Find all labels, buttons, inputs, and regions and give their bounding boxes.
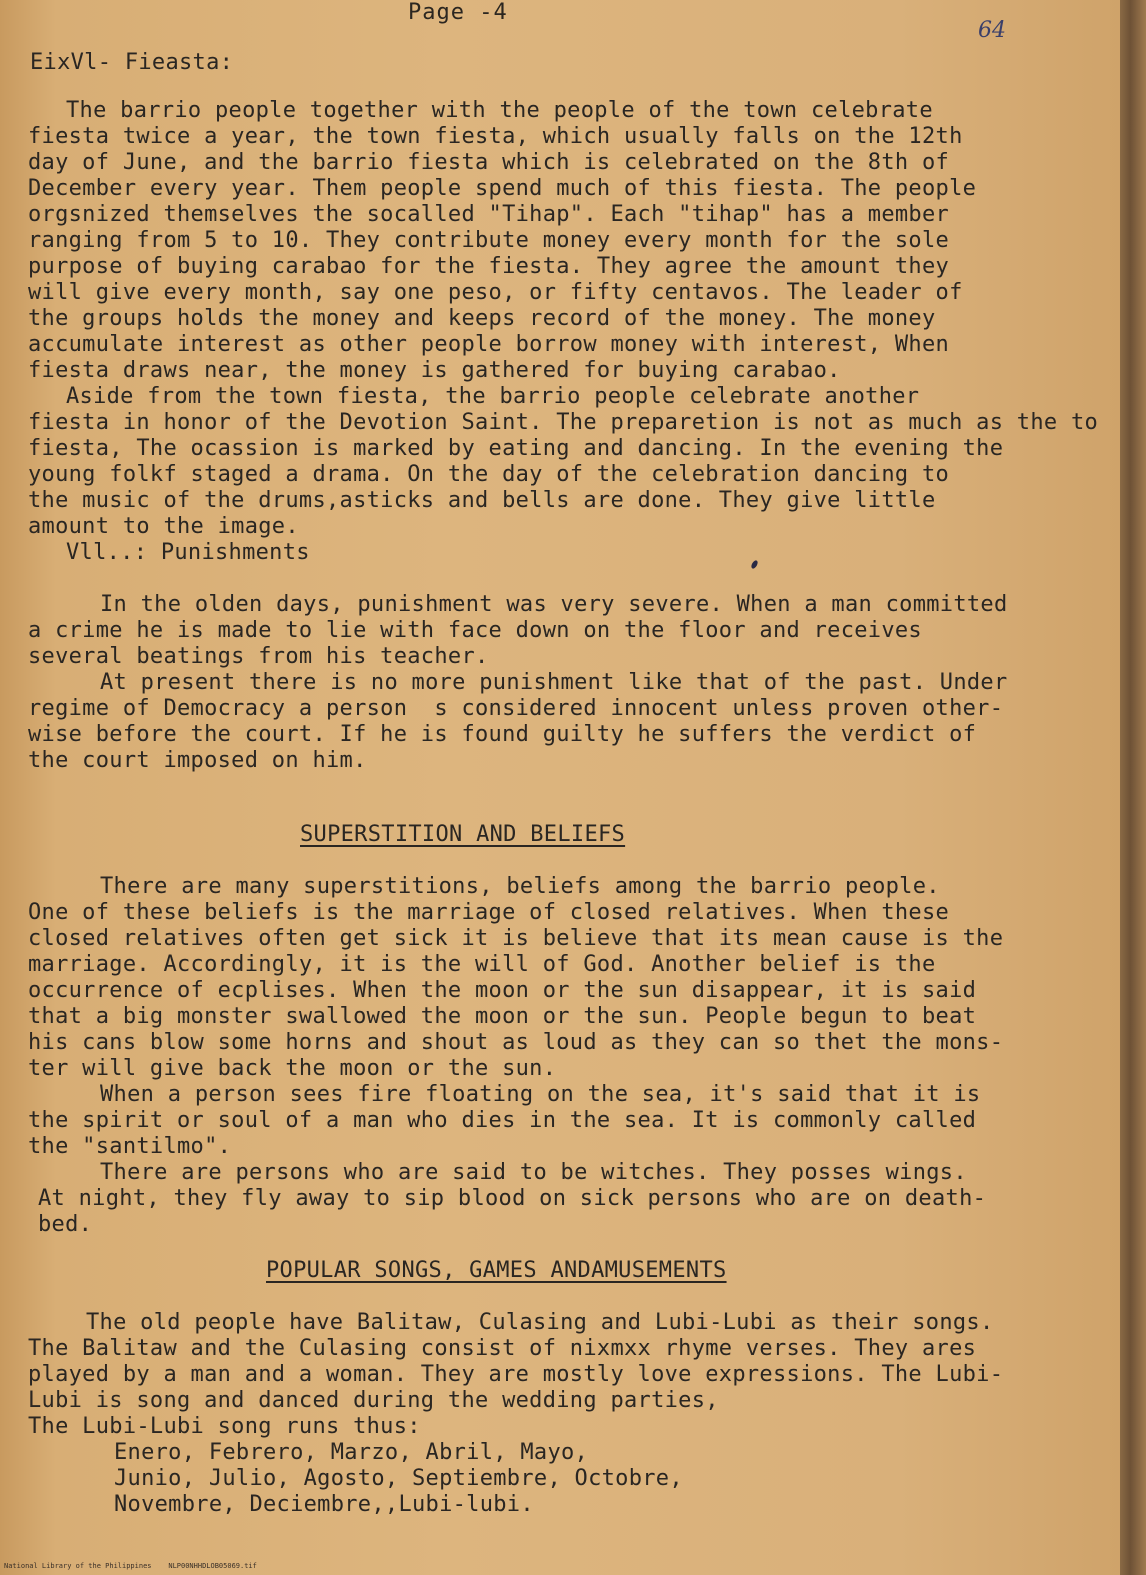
text-line: The Lubi-Lubi song runs thus: xyxy=(28,1414,421,1439)
text-line: fiesta, The ocassion is marked by eating and dancing. In the evening the xyxy=(28,436,1004,461)
text-line: a crime he is made to lie with face down on the floor and receives xyxy=(28,618,922,643)
section-heading-punishments: Vll..: Punishments xyxy=(66,540,310,565)
text-line: orgsnized themselves the socalled "Tihap". Each "tihap" has a member xyxy=(28,202,950,227)
text-line: that a big monster swallowed the moon or the sun. People begun to beat xyxy=(28,1004,977,1029)
text-line: wise before the court. If he is found guilty he suffers the verdict of xyxy=(28,722,977,747)
text-line: day of June, and the barrio fiesta which is celebrated on the 8th of xyxy=(28,150,950,175)
text-line: fiesta draws near, the money is gathered for buying carabao. xyxy=(28,358,841,383)
song-verse-line: Junio, Julio, Agosto, Septiembre, Octobre, xyxy=(114,1466,683,1491)
text-line: the court imposed on him. xyxy=(28,748,367,773)
ink-mark xyxy=(750,559,759,569)
section-heading-popular-songs: POPULAR SONGS, GAMES ANDAMUSEMENTS xyxy=(266,1258,727,1283)
text-line: the "santilmo". xyxy=(28,1134,232,1159)
section-heading-superstition: SUPERSTITION AND BELIEFS xyxy=(300,822,626,847)
text-line: the spirit or soul of a man who dies in the sea. It is commonly called xyxy=(28,1108,977,1133)
text-line: There are persons who are said to be witches. They posses wings. xyxy=(100,1160,967,1185)
text-line: ranging from 5 to 10. They contribute money every month for the sole xyxy=(28,228,950,253)
text-line: The Balitaw and the Culasing consist of nixmxx rhyme verses. They ares xyxy=(28,1336,977,1361)
song-verse-line: Enero, Febrero, Marzo, Abril, Mayo, xyxy=(114,1440,589,1465)
text-line: the music of the drums,asticks and bells are done. They give little xyxy=(28,488,936,513)
text-line: At night, they fly away to sip blood on sick persons who are on death- xyxy=(38,1186,987,1211)
text-line: fiesta twice a year, the town fiesta, which usually falls on the 12th xyxy=(28,124,963,149)
text-line: One of these beliefs is the marriage of closed relatives. When these xyxy=(28,900,950,925)
text-line: fiesta in honor of the Devotion Saint. The preparetion is not as much as the to xyxy=(28,410,1099,435)
book-binding-edge xyxy=(1120,0,1146,1575)
handwritten-page-number: 64 xyxy=(978,18,1006,43)
text-line: The barrio people together with the people of the town celebrate xyxy=(66,98,933,123)
text-line: young folkf staged a drama. On the day of the celebration dancing to xyxy=(28,462,950,487)
text-line: December every year. Them people spend much of this fiesta. The people xyxy=(28,176,977,201)
scan-footer: National Library of the Philippines NLP00NHHDLOB05069.tif xyxy=(4,1562,257,1570)
text-line: ter will give back the moon or the sun. xyxy=(28,1056,557,1081)
text-line: several beatings from his teacher. xyxy=(28,644,489,669)
text-line: Aside from the town fiesta, the barrio people celebrate another xyxy=(66,384,920,409)
text-line: occurrence of ecplises. When the moon or the sun disappear, it is said xyxy=(28,978,977,1003)
text-line: will give every month, say one peso, or fifty centavos. The leader of xyxy=(28,280,963,305)
text-line: accumulate interest as other people borrow money with interest, When xyxy=(28,332,950,357)
page-label: Page -4 xyxy=(408,0,508,25)
text-line: In the olden days, punishment was very severe. When a man committed xyxy=(100,592,1008,617)
section-heading-fiesta: EixVl- Fieasta: xyxy=(30,50,234,75)
text-line: Lubi is song and danced during the wedding parties, xyxy=(28,1388,719,1413)
text-line: When a person sees fire floating on the sea, it's said that it is xyxy=(100,1082,981,1107)
text-line: his cans blow some horns and shout as loud as they can so thet the mons- xyxy=(28,1030,1004,1055)
text-line: marriage. Accordingly, it is the will of God. Another belief is the xyxy=(28,952,936,977)
text-line: regime of Democracy a person s considered innocent unless proven other- xyxy=(28,696,1004,721)
text-line: bed. xyxy=(38,1212,93,1237)
text-line: the groups holds the money and keeps record of the money. The money xyxy=(28,306,936,331)
text-line: The old people have Balitaw, Culasing and Lubi-Lubi as their songs. xyxy=(86,1310,994,1335)
text-line: amount to the image. xyxy=(28,514,299,539)
text-line: played by a man and a woman. They are mostly love expressions. The Lubi- xyxy=(28,1362,1004,1387)
text-line: There are many superstitions, beliefs among the barrio people. xyxy=(100,874,940,899)
text-line: purpose of buying carabao for the fiesta. They agree the amount they xyxy=(28,254,950,279)
text-line: closed relatives often get sick it is believe that its mean cause is the xyxy=(28,926,1004,951)
text-line: At present there is no more punishment like that of the past. Under xyxy=(100,670,1008,695)
song-verse-line: Novembre, Deciembre,,Lubi-lubi. xyxy=(114,1492,534,1517)
